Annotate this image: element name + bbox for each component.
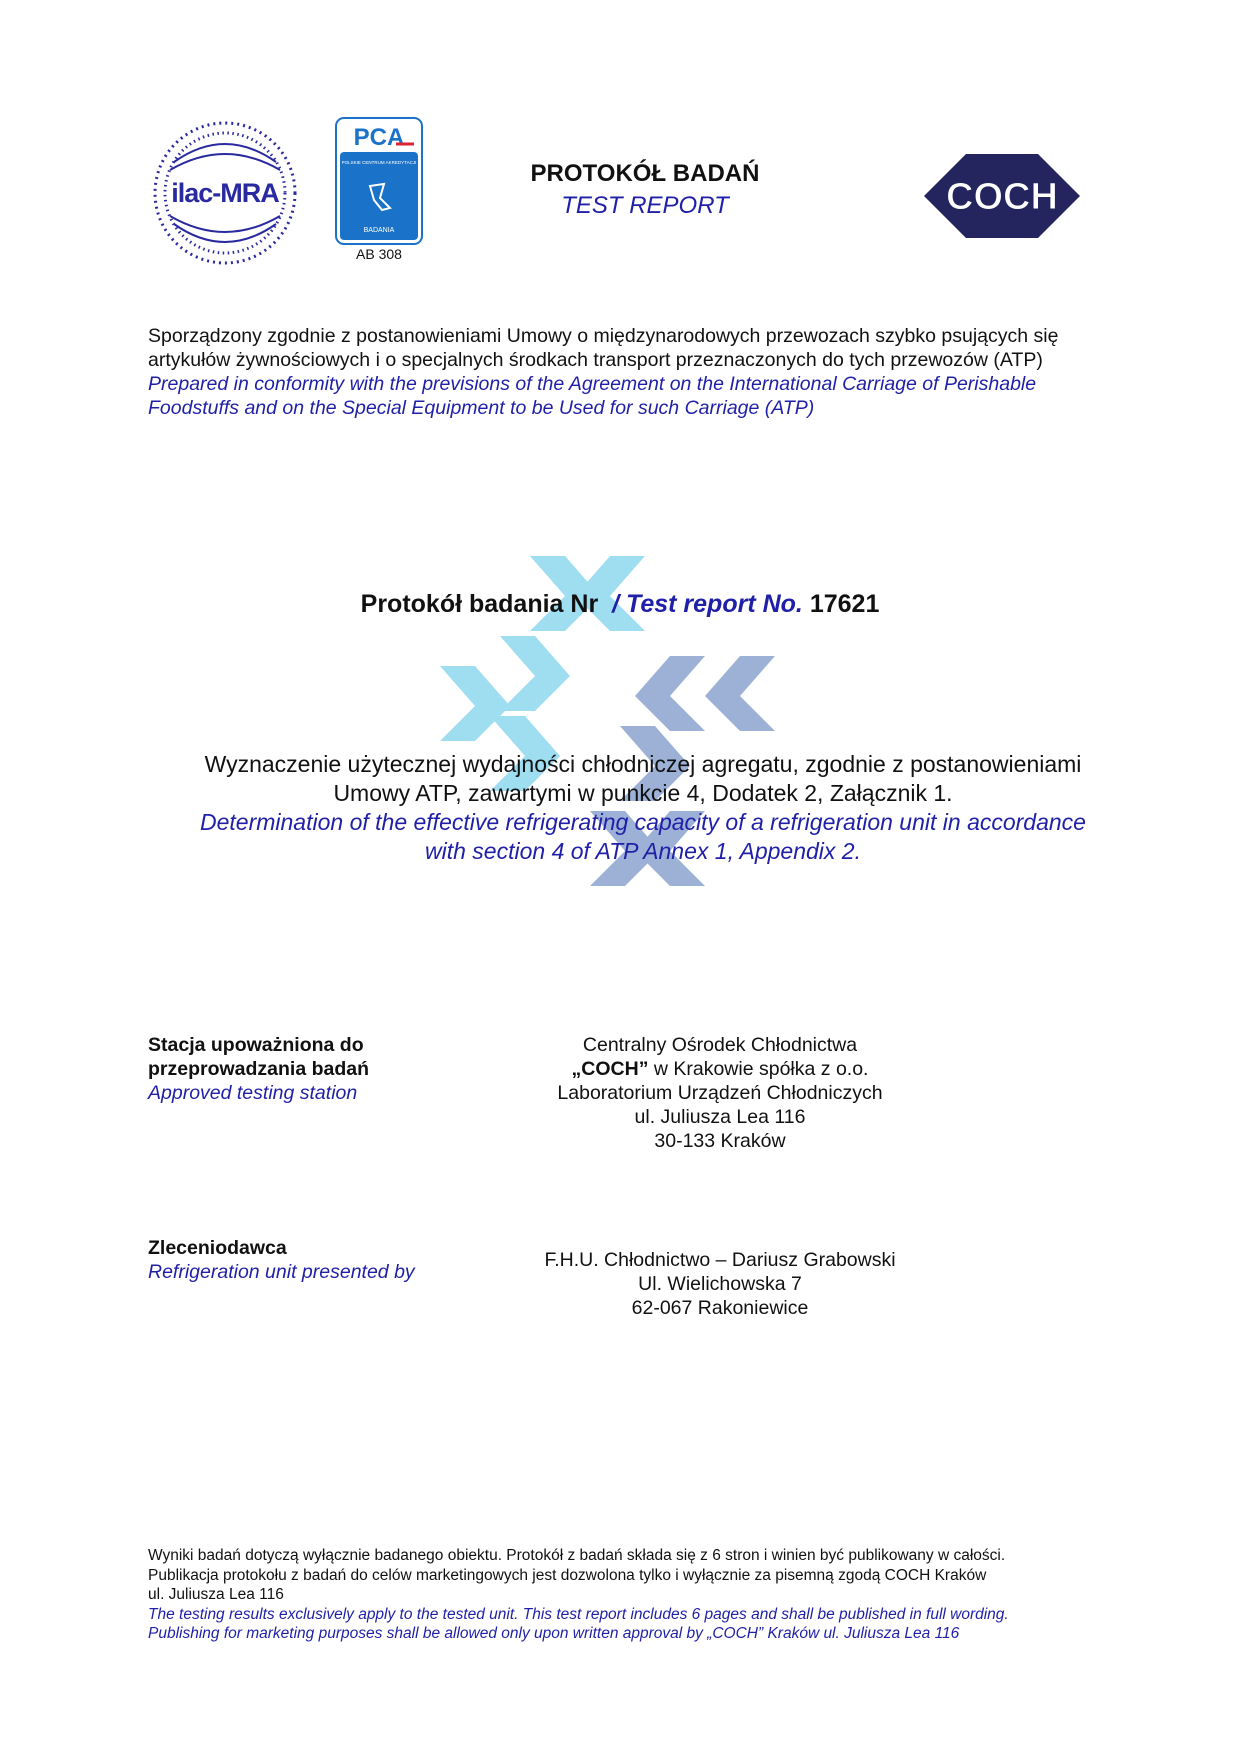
ilac-mra-logo [150, 118, 300, 268]
client-label-pl: Zleceniodawca [148, 1237, 287, 1259]
station-city-line: 30-133 Kraków [654, 1130, 786, 1152]
footer-pl-line: Publikacja protokołu z badań do celów marketingowych jest dozwolona tylko i wyłącznie za pisemną zgodą COCH Kraków [148, 1566, 987, 1584]
station-lab-line: Laboratorium Urządzeń Chłodniczych [557, 1082, 883, 1104]
accreditation-code: AB 308 [356, 246, 402, 262]
footer-en-line: Publishing for marketing purposes shall be allowed only upon written approval by „COCH” Kraków ul. Juliusza Lea 116 [148, 1625, 960, 1642]
footer-pl-line: ul. Juliusza Lea 116 [148, 1586, 284, 1603]
pca-logo-subtitle: POLSKIE CENTRUM AKREDYTACJI [341, 160, 417, 165]
report-number-separator: / [612, 590, 620, 618]
title-english: TEST REPORT [561, 192, 729, 219]
report-number-value: 17621 [809, 590, 880, 618]
station-company-rest: w Krakowie spółka z o.o. [648, 1058, 869, 1080]
conformity-pl-line: Sporządzony zgodnie z postanowieniami Umowy o międzynarodowych przewozach szybko psujących się [148, 325, 1059, 347]
report-number-heading [200, 590, 1040, 619]
pca-logo-name: PCA [353, 124, 405, 151]
footer-pl-line: Wyniki badań dotyczą wyłącznie badanego obiektu. Protokół z badań składa się z 6 stron i winien być publikowany w całości. [148, 1547, 1006, 1564]
conformity-en-line: Foodstuffs and on the Special Equipment to be Used for such Carriage (ATP) [148, 397, 815, 419]
coch-logo [924, 154, 1080, 238]
scope-en-line: Determination of the effective refrigerating capacity of a refrigeration unit in accordance [200, 809, 1086, 835]
station-label-pl: przeprowadzania badań [148, 1058, 370, 1080]
scope-pl-line: Wyznaczenie użytecznej wydajności chłodniczej agregatu, zgodnie z postanowieniami [204, 751, 1082, 777]
station-label [148, 1033, 468, 1105]
title-polish: PROTOKÓŁ BADAŃ [530, 160, 760, 187]
station-name-line: Centralny Ośrodek Chłodnictwa [582, 1034, 858, 1056]
conformity-pl-line: artykułów żywnościowych i o specjalnych środkach transport przeznaczonych do tych przewozów (ATP) [148, 349, 1043, 371]
client-street-line: Ul. Wielichowska 7 [638, 1273, 802, 1295]
coch-logo-text: COCH [946, 176, 1058, 218]
client-label [148, 1236, 468, 1284]
footer-en-line: The testing results exclusively apply to the tested unit. This test report includes 6 pages and shall be published in full wording. [148, 1605, 1009, 1623]
pca-logo-badge: BADANIA [363, 227, 395, 234]
test-scope [148, 750, 1138, 866]
client-address [500, 1248, 940, 1320]
client-label-en: Refrigeration unit presented by [148, 1261, 415, 1283]
scope-pl-line: Umowy ATP, zawartymi w punkcie 4, Dodatek 2, Załącznik 1. [333, 780, 953, 806]
ilac-logo-text: ilac-MRA [171, 178, 279, 208]
conformity-statement [148, 324, 1138, 420]
client-name-line: F.H.U. Chłodnictwo – Dariusz Grabowski [544, 1249, 896, 1271]
report-number-label-pl: Protokół badania Nr [360, 590, 599, 618]
scope-en-line: with section 4 of ATP Annex 1, Appendix 2. [425, 838, 861, 864]
station-label-en: Approved testing station [148, 1082, 358, 1104]
conformity-en-line: Prepared in conformity with the previsions of the Agreement on the International Carriage of Perishable [148, 373, 1037, 395]
station-company-name: „COCH” [571, 1058, 649, 1080]
report-number-label-en: Test report No. [626, 590, 803, 618]
pca-accreditation-logo [334, 116, 424, 246]
station-street-line: ul. Juliusza Lea 116 [634, 1106, 806, 1128]
station-address [500, 1033, 940, 1153]
client-city-line: 62-067 Rakoniewice [631, 1297, 809, 1319]
station-label-pl: Stacja upoważniona do [148, 1034, 364, 1056]
document-title [470, 160, 820, 220]
footer-disclaimer [148, 1546, 1148, 1644]
